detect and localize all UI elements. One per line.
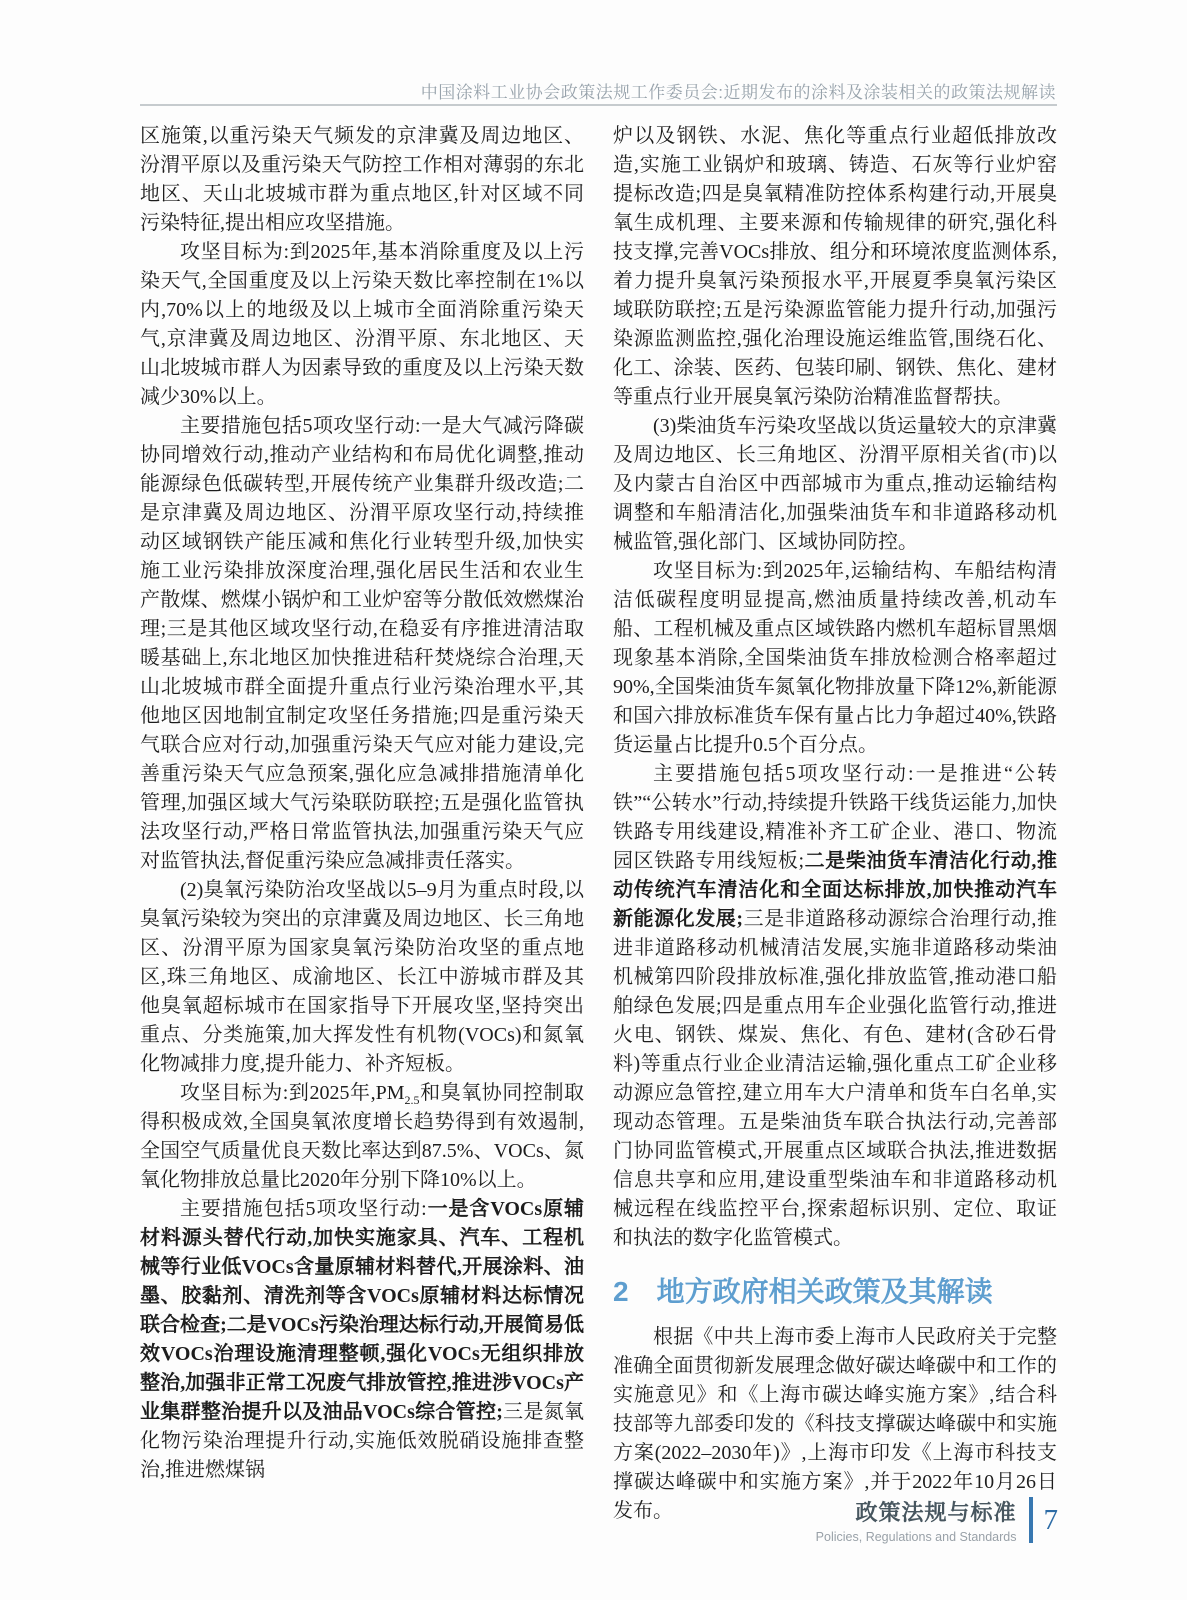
left-column xyxy=(140,122,584,1526)
article-body xyxy=(140,122,1057,1526)
paragraph xyxy=(140,1079,584,1195)
text-run: 主要措施包括5项攻坚行动:一是推进“公转铁”“公转水”行动,持续提升铁路干线货运能力,加快铁路专用线建设,精准补齐工矿企业、港口、物流园区铁路专用线短板; xyxy=(613,763,1057,872)
paragraph: 炉以及钢铁、水泥、焦化等重点行业超低排放改造,实施工业锅炉和玻璃、铸造、石灰等行业炉窑提标改造;四是臭氧精准防控体系构建行动,开展臭氧生成机理、主要来源和传输规律的研究,强化科技支撑,完善VOCs排放、组分和环境浓度监测体系,着力提升臭氧污染预报水平,开展夏季臭氧污染区域联防联控;五是污染源监管能力提升行动,加强污染源监测监控,强化治理设施运维监管,围绕石化、化工、涂装、医药、包装印刷、钢铁、焦化、建材等重点行业开展臭氧污染防治精准监督帮扶。 xyxy=(613,125,1057,408)
footer-section-title: 政策法规与标准 xyxy=(855,1500,1017,1525)
right-column xyxy=(613,122,1057,1526)
paragraph: (3)柴油货车污染攻坚战以货运量较大的京津冀及周边地区、长三角地区、汾渭平原相关省(市)以及内蒙古自治区中西部城市为重点,推动运输结构调整和车船清洁化,加强柴油货车和非道路移动机械监管,强化部门、区域协同防控。 xyxy=(613,415,1057,553)
text-run: 主要措施包括5项攻坚行动: xyxy=(180,1198,427,1220)
paragraph: 攻坚目标为:到2025年,运输结构、车船结构清洁低碳程度明显提高,燃油质量持续改善,机动车船、工程机械及重点区域铁路内燃机车超标冒黑烟现象基本消除,全国柴油货车排放检测合格率超过90%,全国柴油货车氮氧化物排放量下降12%,新能源和国六排放标准货车保有量占比力争超过40%,铁路货运量占比提升0.5个百分点。 xyxy=(613,560,1057,756)
footer-section-subtitle: Policies, Regulations and Standards xyxy=(815,1530,1017,1544)
paragraph: (2)臭氧污染防治攻坚战以5–9月为重点时段,以臭氧污染较为突出的京津冀及周边地区、长三角地区、汾渭平原为国家臭氧污染防治攻坚的重点地区,珠三角地区、成渝地区、长江中游城市群及其他臭氧超标城市在国家指导下开展攻坚,坚持突出重点、分类施策,加大挥发性有机物(VOCs)和氮氧化物减排力度,提升能力、补齐短板。 xyxy=(140,879,584,1075)
page-footer xyxy=(816,1496,1058,1544)
text-run: 三是非道路移动源综合治理行动,推进非道路移动机械清洁发展,实施非道路移动柴油机械第四阶段排放标准,强化排放监管,推动港口船舶绿色发展;四是重点用车企业强化监管行动,推进火电、钢铁、煤炭、焦化、有色、建材(含砂石骨料)等重点行业企业清洁运输,强化重点工矿企业移动源应急管控,建立用车大户清单和货车白名单,实现动态管理。五是柴油货车联合执法行动,完善部门协同监管模式,开展重点区域联合执法,推进数据信息共享和应用,建设重型柴油车和非道路移动机械远程在线监控平台,探索超标识别、定位、取证和执法的数字化监管模式。 xyxy=(613,908,1057,1249)
text-run: 三是氮氧化物污染治理提升行动,实施低效脱硝设施排查整治,推进燃煤锅 xyxy=(140,1401,584,1481)
paragraph: 区施策,以重污染天气频发的京津冀及周边地区、汾渭平原以及重污染天气防控工作相对薄弱的东北地区、天山北坡城市群为重点地区,针对区域不同污染特征,提出相应攻坚措施。 xyxy=(140,125,584,234)
bold-text-run: 一是含VOCs原辅材料源头替代行动,加快实施家具、汽车、工程机械等行业低VOCs含量原辅材料替代,开展涂料、油墨、胶黏剂、清洗剂等含VOCs原辅材料达标情况联合检查;二是VOCs污染治理达标行动,开展简易低效VOCs治理设施清理整顿,强化VOCs无组织排放整治,加强非正常工况废气排放管控,推进涉VOCs产业集群整治提升以及油品VOCs综合管控; xyxy=(140,1198,585,1423)
paragraph xyxy=(140,1195,584,1485)
page-number: 7 xyxy=(1043,1503,1058,1536)
paragraph: 攻坚目标为:到2025年,基本消除重度及以上污染天气,全国重度及以上污染天数比率控制在1%以内,70%以上的地级及以上城市全面消除重污染天气,京津冀及周边地区、汾渭平原、东北地区、天山北坡城市群人为因素导致的重度及以上污染天数减少30%以上。 xyxy=(140,241,584,408)
footer-divider-bar xyxy=(1029,1497,1033,1543)
paragraph xyxy=(613,760,1057,1253)
section-heading xyxy=(613,1275,1057,1309)
text-run: 攻坚目标为:到2025年,PM xyxy=(180,1082,405,1104)
section-title: 地方政府相关政策及其解读 xyxy=(656,1276,993,1307)
paragraph: 根据《中共上海市委上海市人民政府关于完整准确全面贯彻新发展理念做好碳达峰碳中和工作的实施意见》和《上海市碳达峰实施方案》,结合科技部等九部委印发的《科技支撑碳达峰碳中和实施方案(2022–2030年)》,上海市印发《上海市科技支撑碳达峰碳中和实施方案》,并于2022年10月26日发布。 xyxy=(613,1326,1057,1522)
section-number: 2 xyxy=(613,1276,629,1307)
paragraph: 主要措施包括5项攻坚行动:一是大气减污降碳协同增效行动,推动产业结构和布局优化调整,推动能源绿色低碳转型,开展传统产业集群升级改造;二是京津冀及周边地区、汾渭平原攻坚行动,持续推动区域钢铁产能压减和焦化行业转型升级,加快实施工业污染排放深度治理,强化居民生活和农业生产散煤、燃煤小锅炉和工业炉窑等分散低效燃煤治理;三是其他区域攻坚行动,在稳妥有序推进清洁取暖基础上,东北地区加快推进秸秆焚烧综合治理,天山北坡城市群全面提升重点行业污染治理水平,其他地区因地制宜制定攻坚任务措施;四是重污染天气联合应对行动,加强重污染天气应对能力建设,完善重污染天气应急预案,强化应急减排措施清单化管理,加强区域大气污染联防联控;五是强化监管执法攻坚行动,严格日常监管执法,加强重污染天气应对监管执法,督促重污染应急减排责任落实。 xyxy=(140,415,584,872)
header-divider xyxy=(140,104,1057,106)
running-header: 中国涂料工业协会政策法规工作委员会:近期发布的涂料及涂装相关的政策法规解读 xyxy=(420,83,1056,102)
footer-text-block xyxy=(816,1496,1017,1544)
text-run: 和臭氧协同控制取得积极成效,全国臭氧浓度增长趋势得到有效遏制,全国空气质量优良天数比率达到87.5%、VOCs、氮氧化物排放总量比2020年分别下降10%以上。 xyxy=(140,1082,585,1191)
bold-text-run: 二是柴油货车清洁化行动,推动传统汽车清洁化和全面达标排放,加快推动汽车新能源化发展; xyxy=(613,850,1058,930)
subscript-pm25: 2.5 xyxy=(404,1093,420,1107)
